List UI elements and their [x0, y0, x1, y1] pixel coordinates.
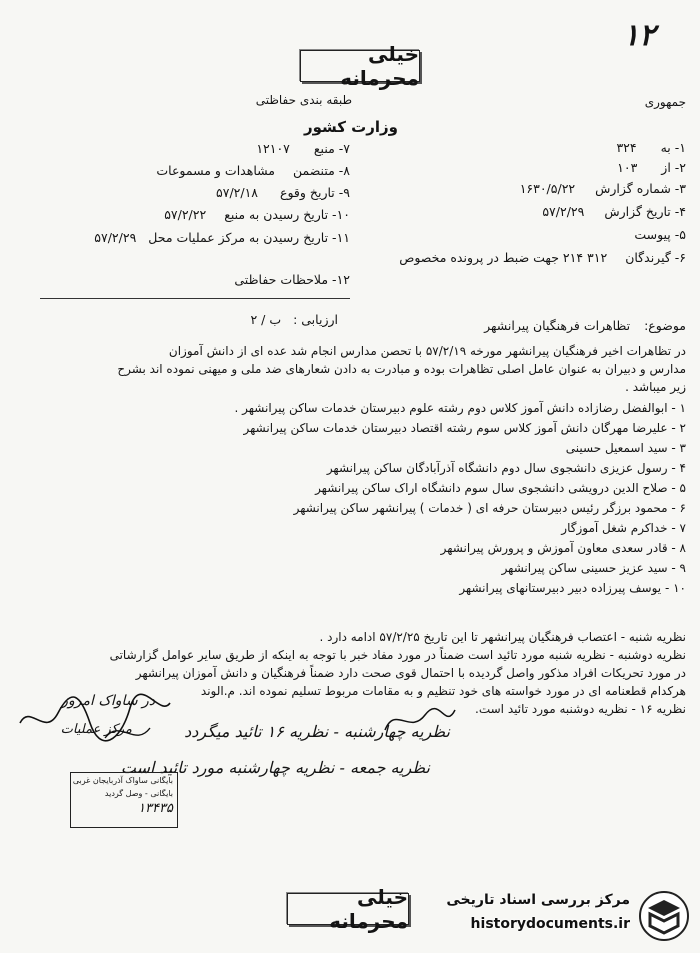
- list-item: ۴ - رسول عزیزی دانشجوی سال دوم دانشگاه آذرآبادگان ساکن پیرانشهر: [326, 461, 686, 475]
- ministry-label: وزارت کشور: [303, 118, 398, 136]
- list-item: ۸ - قادر سعدی معاون آموزش و پرورش پیرانشهر: [440, 541, 686, 555]
- evaluation-value: ب / ۲: [250, 312, 282, 327]
- topic-value: مشاهدات و مسموعات: [156, 163, 275, 178]
- handwritten-left-2: مرکز عملیات: [60, 722, 132, 737]
- suspects-list: [46, 398, 686, 598]
- number-value: ۱۶۳۰/۵/۲۲: [519, 181, 576, 196]
- secret-stamp-bottom: خیلی محرمانه: [287, 893, 409, 925]
- list-item: ۵ - صلاح الدین درویشی دانشجوی سال سوم دانشگاه اراک ساکن پیرانشهر: [315, 481, 686, 495]
- from-label: ۲- از: [661, 160, 686, 175]
- list-item: ۹ - سید عزیز حسینی ساکن پیرانشهر: [501, 561, 686, 575]
- republic-label: جمهوری: [644, 95, 686, 109]
- report-date-field: [542, 204, 686, 219]
- opinion-line: نظریه دوشنبه - نظریه شنبه مورد تائید است ضمناً در مورد مفاد خبر با توجه به اینکه از طریق سایر عوامل گزارشاتی: [109, 648, 686, 662]
- signature: [380, 700, 460, 740]
- recipients-value: ۳۱۲ ۲۱۴ جهت ضبط در پرونده مخصوص: [399, 250, 608, 265]
- report-date-label: ۴- تاریخ گزارش: [604, 204, 686, 219]
- list-item: ۱ - ابوالفضل رضازاده دانش آموز کلاس دوم رشته علوم دبیرستان خدمات ساکن پیرانشهر .: [234, 401, 686, 415]
- recipients-label: ۶- گیرندگان: [625, 250, 686, 265]
- from-value: ۱۰۳: [617, 160, 638, 175]
- event-date-label: ۹- تاریخ وقوع: [280, 185, 350, 200]
- hq-date-label: ۱۱- تاریخ رسیدن به مرکز عملیات محل: [148, 230, 350, 245]
- hq-date-field: [94, 230, 350, 245]
- subject-value: تظاهرات فرهنگیان پیرانشهر: [484, 318, 631, 333]
- source-label: ۷- منبع: [313, 141, 350, 156]
- archive-logo-icon: [638, 890, 690, 942]
- list-item: ۷ - خداکرم شغل آموزگار: [561, 521, 686, 535]
- list-item: ۲ - علیرضا مهرگان دانش آموز کلاس سوم رشته اقتصاد دبیرستان خدمات ساکن پیرانشهر: [243, 421, 686, 435]
- recipients-field: [399, 250, 686, 265]
- intro-line: در تظاهرات اخیر فرهنگیان پیرانشهر مورخه ۵۷/۲/۱۹ با تحصن مدارس انجام شد عده ای از دانش آموزان: [168, 344, 686, 358]
- number-label: ۳- شماره گزارش: [595, 181, 686, 196]
- subject: [484, 318, 686, 333]
- archive-stamp-line1: بایگانی ساواک آذربایجان غربی: [72, 776, 173, 785]
- intro-line: مدارس و دبیران به عنوان عامل اصلی تظاهرات بوده و مبادرت به دادن شعارهای ضد ملی و میهنی نموده اند بشرح: [117, 362, 686, 376]
- receipt-date-label: ۱۰- تاریخ رسیدن به منبع: [224, 207, 350, 222]
- list-item: ۱۰ - یوسف پیرزاده دبیر دبیرستانهای پیرانشهر: [459, 581, 686, 595]
- watermark: [428, 888, 694, 946]
- opinion-line: در مورد تحریکات افراد مذکور واصل گردیده با احتمال قوی صحت دارد ضمناً فرهنگیان و دانش آموزان پیرانشهر: [135, 666, 686, 680]
- receipt-date-field: [164, 207, 350, 222]
- security-notes-field: ۱۲- ملاحظات حفاظتی: [234, 272, 350, 287]
- intro-paragraph: [26, 342, 686, 396]
- opinion-line: نظریه ۱۶ - نظریه دوشنبه مورد تائید است.: [475, 702, 686, 716]
- source-field: [256, 141, 350, 156]
- report-date-value: ۵۷/۲/۲۹: [542, 204, 585, 219]
- handwritten-note-1: نظریه چهارشنبه - نظریه ۱۶ تائید میگردد: [184, 722, 450, 741]
- archive-stamp-line2: بایگانی - وصل گردید: [104, 789, 173, 798]
- to-label: ۱- به: [660, 140, 686, 155]
- handwritten-note-2: نظریه جمعه - نظریه چهارشنبه مورد تائید است: [120, 758, 430, 777]
- divider: [40, 298, 350, 299]
- opinion-line: هرکدام قطعنامه ای در مورد خواسته های خود تنظیم و به مقامات مربوط تسلیم نموده اند. م.الوند: [200, 684, 686, 698]
- receipt-date-value: ۵۷/۲/۲۲: [164, 207, 207, 222]
- archive-stamp-number: ۱۳۴۳۵: [138, 801, 173, 816]
- classification-label: طبقه بندی حفاظتی: [255, 93, 352, 107]
- intro-line: زیر میباشد .: [625, 380, 686, 394]
- signature: [10, 683, 210, 753]
- topic-field: [156, 163, 350, 178]
- attachment-field: ۵- پیوست: [634, 227, 686, 242]
- number-field: [520, 181, 686, 196]
- subject-label: موضوع:: [644, 318, 686, 333]
- watermark-url: historydocuments.ir: [470, 916, 630, 932]
- event-date-field: [216, 185, 350, 200]
- source-value: ۱۲۱۰۷: [256, 141, 290, 156]
- list-item: ۶ - محمود برزگر رئیس دبیرستان حرفه ای ( خدمات ) پیرانشهر ساکن پیرانشهر: [293, 501, 686, 515]
- opinion-line: نظریه شنبه - اعتصاب فرهنگیان پیرانشهر تا این تاریخ ۵۷/۲/۲۵ ادامه دارد .: [319, 630, 686, 644]
- to-value: ۳۲۴: [616, 140, 637, 155]
- topic-label: ۸- متنضمن: [292, 163, 350, 178]
- to-field: [616, 140, 686, 155]
- page-number: ۱۲: [623, 18, 656, 53]
- secret-stamp-top: خیلی محرمانه: [300, 50, 420, 82]
- watermark-text: مرکز بررسی اسناد تاریخی: [446, 892, 630, 908]
- from-field: [617, 160, 686, 175]
- hq-date-value: ۵۷/۲/۲۹: [94, 230, 137, 245]
- archive-stamp: [70, 772, 178, 828]
- event-date-value: ۵۷/۲/۱۸: [216, 185, 259, 200]
- evaluation-label: ارزیابی :: [293, 312, 338, 327]
- handwritten-left-1: در ساواک امروز: [61, 693, 155, 709]
- evaluation-field: [250, 312, 338, 327]
- list-item: ۳ - سید اسمعیل حسینی: [565, 441, 686, 455]
